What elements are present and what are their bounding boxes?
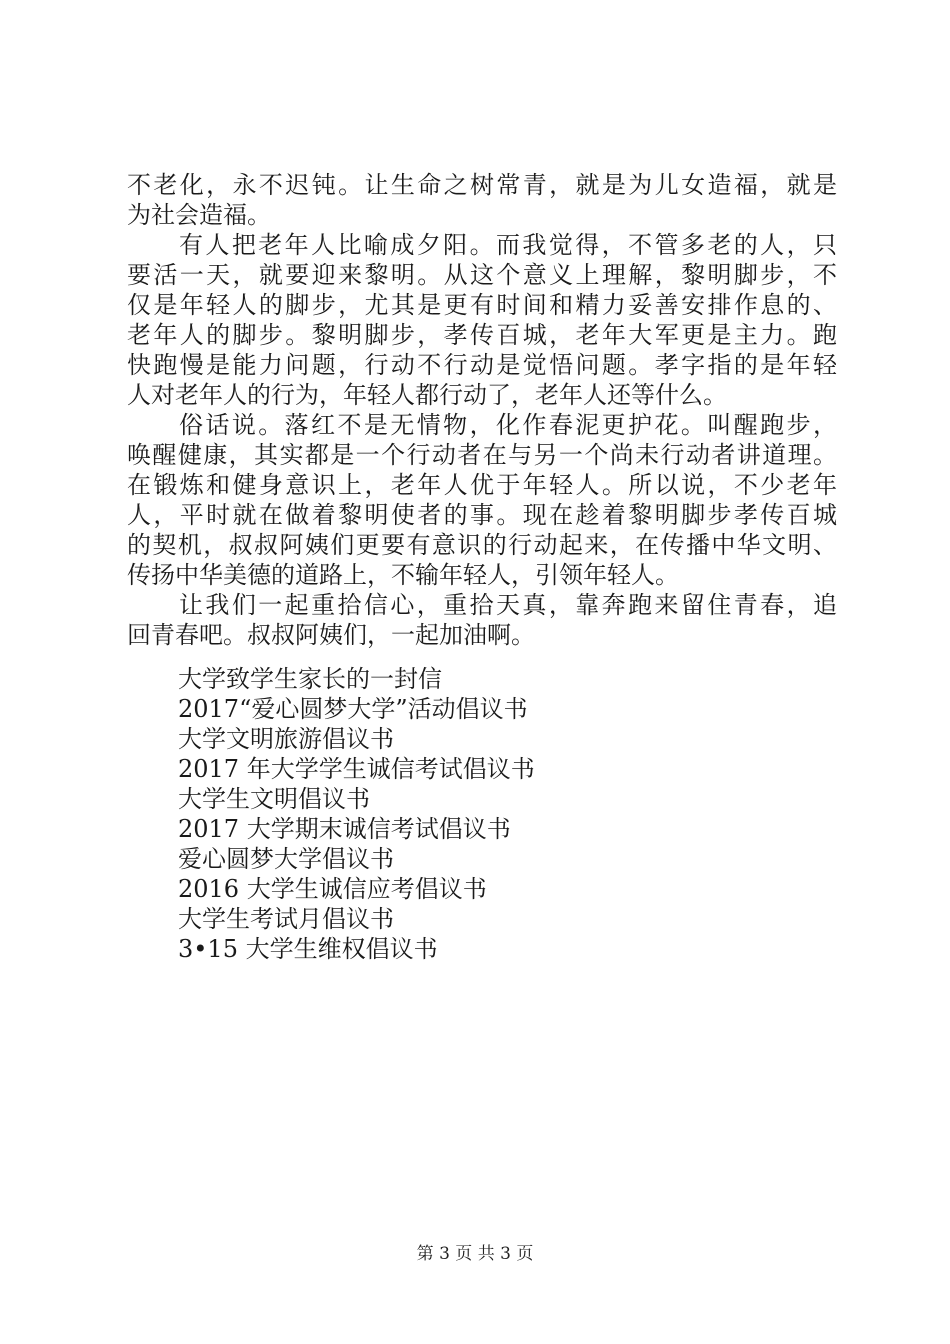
related-link[interactable]: 爱心圆梦大学倡议书 xyxy=(178,845,394,873)
paragraph-line: 老年人的脚步。黎明脚步，孝传百城，老年大军更是主力。跑 xyxy=(127,321,837,349)
paragraph-line: 的契机，叔叔阿姨们更要有意识的行动起来，在传播中华文明、 xyxy=(127,531,837,559)
paragraph-line: 传扬中华美德的道路上，不输年轻人，引领年轻人。 xyxy=(127,561,679,589)
related-link[interactable]: 大学致学生家长的一封信 xyxy=(178,665,442,693)
paragraph-line: 让我们一起重拾信心，重拾天真，靠奔跑来留住青春，追 xyxy=(179,591,837,619)
paragraph-line: 在锻炼和健身意识上，老年人优于年轻人。所以说，不少老年 xyxy=(127,471,837,499)
paragraph-line: 要活一天，就要迎来黎明。从这个意义上理解，黎明脚步，不 xyxy=(127,261,837,289)
related-link[interactable]: 2017 大学期末诚信考试倡议书 xyxy=(178,815,511,843)
paragraph-line: 人对老年人的行为，年轻人都行动了，老年人还等什么。 xyxy=(127,381,727,409)
paragraph-line: 回青春吧。叔叔阿姨们，一起加油啊。 xyxy=(127,621,535,649)
paragraph-line: 有人把老年人比喻成夕阳。而我觉得，不管多老的人，只 xyxy=(179,231,837,259)
related-link[interactable]: 大学文明旅游倡议书 xyxy=(178,725,394,753)
paragraph-line: 快跑慢是能力问题，行动不行动是觉悟问题。孝字指的是年轻 xyxy=(127,351,837,379)
paragraph-line: 为社会造福。 xyxy=(127,201,271,229)
related-link[interactable]: 2017“爱心圆梦大学”活动倡议书 xyxy=(178,695,528,723)
paragraph-line: 俗话说。落红不是无情物，化作春泥更护花。叫醒跑步， xyxy=(179,411,837,439)
related-link[interactable]: 2016 大学生诚信应考倡议书 xyxy=(178,875,487,903)
related-link[interactable]: 3•15 大学生维权倡议书 xyxy=(178,935,438,963)
paragraph-line: 唤醒健康，其实都是一个行动者在与另一个尚未行动者讲道理。 xyxy=(127,441,837,469)
related-link[interactable]: 2017 年大学学生诚信考试倡议书 xyxy=(178,755,535,783)
paragraph-line: 不老化，永不迟钝。让生命之树常青，就是为儿女造福，就是 xyxy=(127,171,837,199)
related-links-list xyxy=(178,664,798,964)
paragraph-line: 仅是年轻人的脚步，尤其是更有时间和精力妥善安排作息的、 xyxy=(127,291,837,319)
related-link[interactable]: 大学生文明倡议书 xyxy=(178,785,370,813)
related-link[interactable]: 大学生考试月倡议书 xyxy=(178,905,394,933)
paragraph-line: 人，平时就在做着黎明使者的事。现在趁着黎明脚步孝传百城 xyxy=(127,501,837,529)
page-footer: 第 3 页 共 3 页 xyxy=(416,1244,534,1264)
article-body xyxy=(127,170,837,650)
